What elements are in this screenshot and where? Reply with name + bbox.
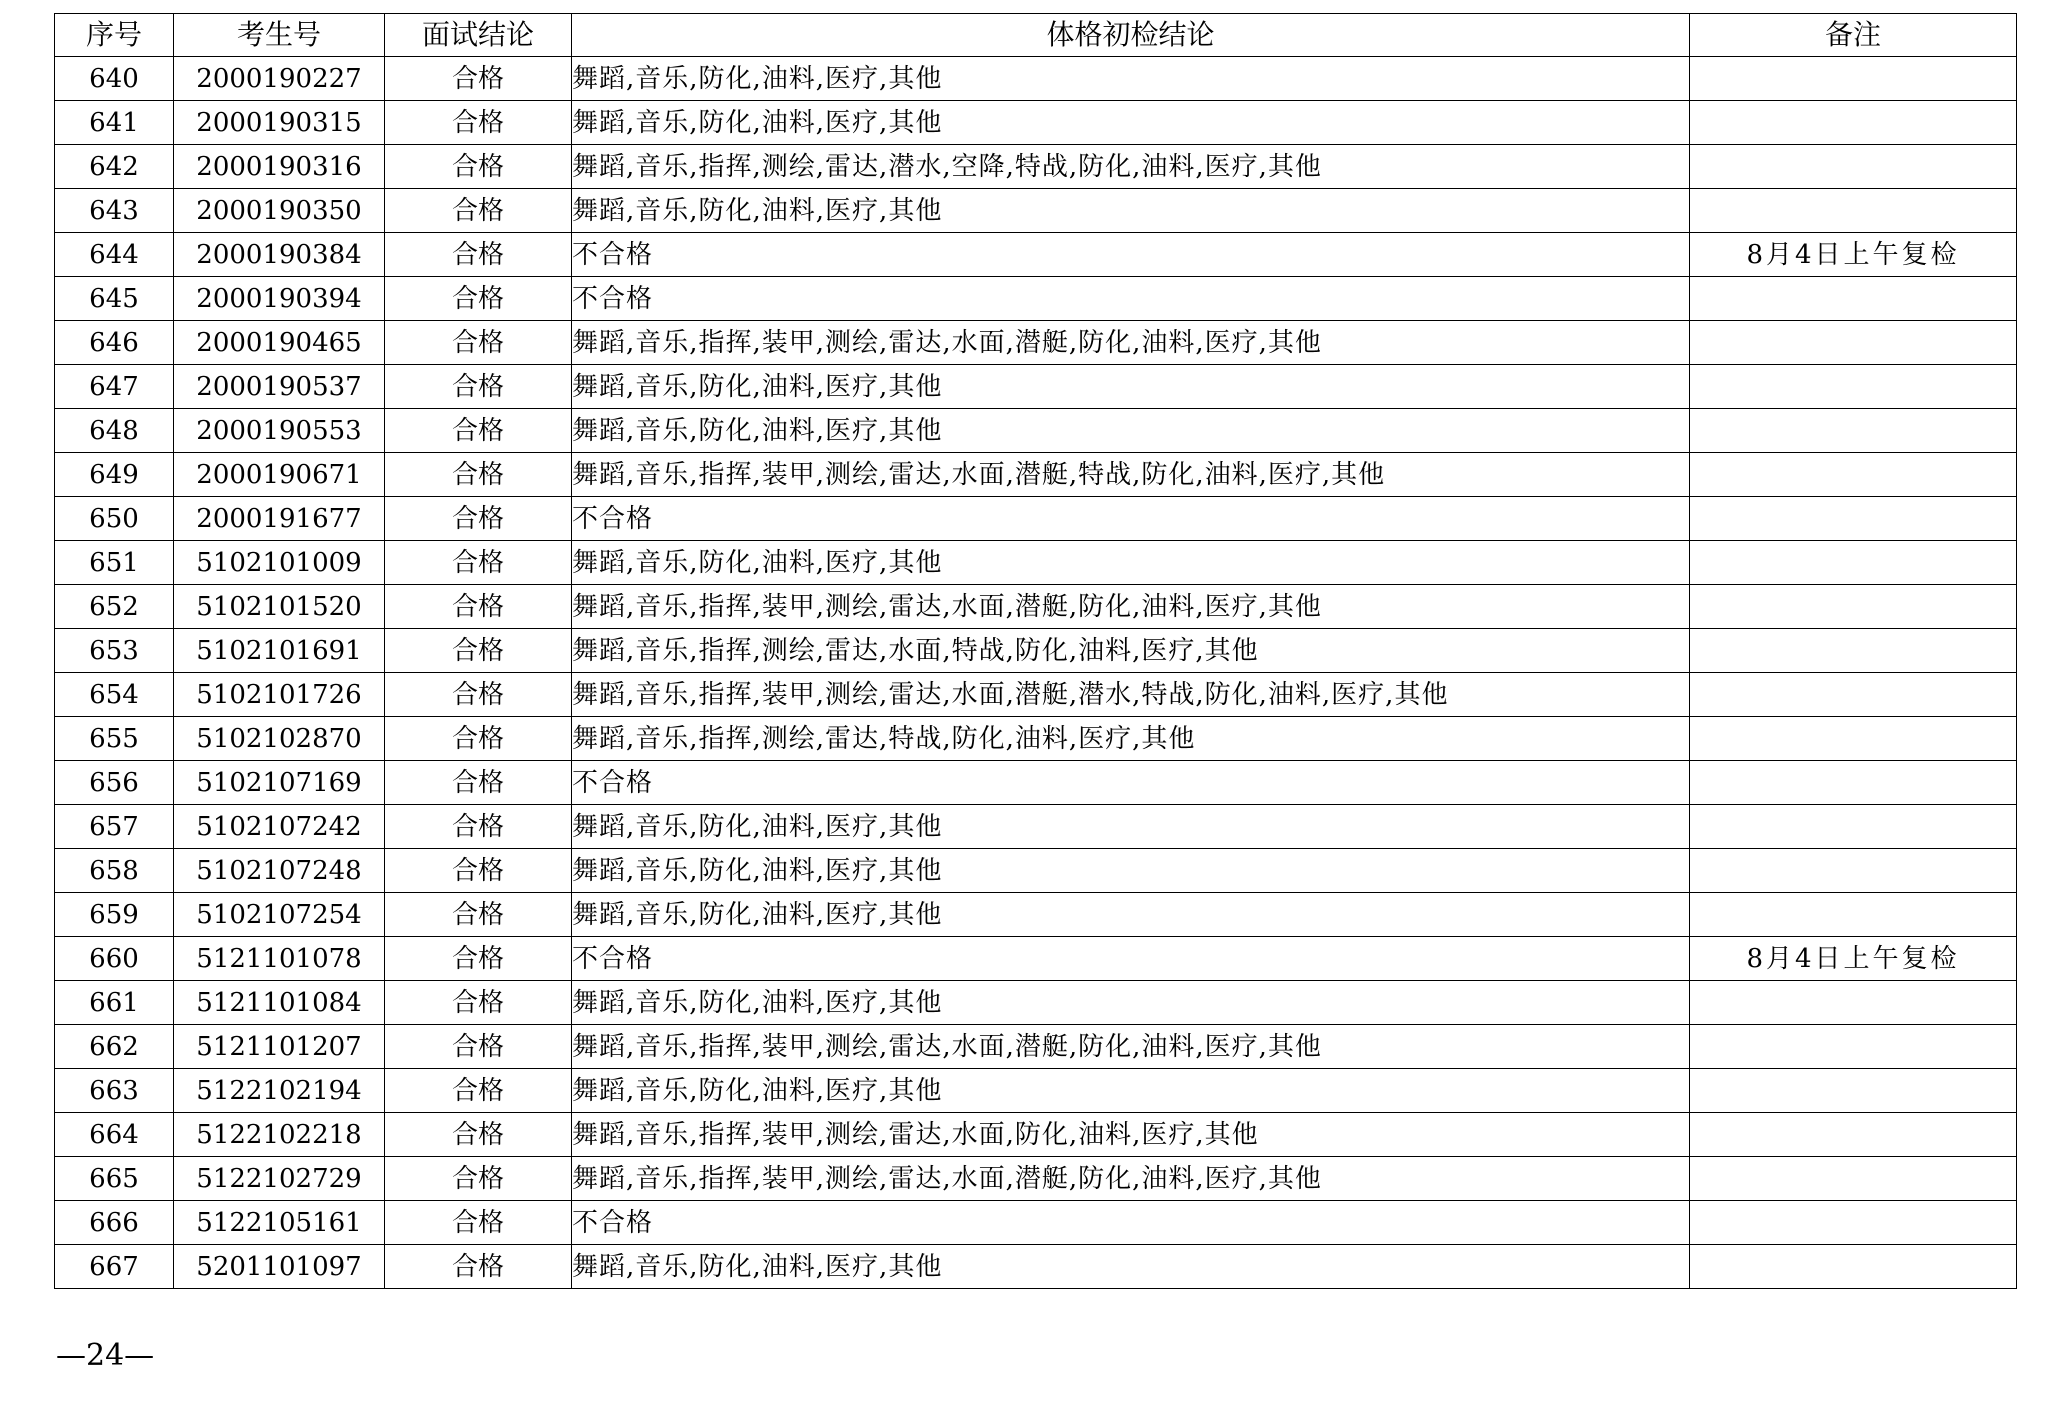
cell-interview-result: 合格 [385, 541, 572, 585]
cell-physical-check-result: 不合格 [572, 277, 1690, 321]
table-row [55, 233, 2017, 277]
cell-interview-result: 合格 [385, 629, 572, 673]
cell-remarks [1690, 849, 2017, 893]
cell-candidate-id: 2000190671 [174, 453, 385, 497]
cell-remarks [1690, 717, 2017, 761]
cell-physical-check-result: 舞蹈,音乐,防化,油料,医疗,其他 [572, 57, 1690, 101]
cell-remarks [1690, 585, 2017, 629]
cell-remarks [1690, 1157, 2017, 1201]
cell-remarks [1690, 541, 2017, 585]
cell-interview-result: 合格 [385, 761, 572, 805]
table-row [55, 453, 2017, 497]
cell-interview-result: 合格 [385, 1201, 572, 1245]
table-row [55, 1069, 2017, 1113]
cell-seq: 655 [55, 717, 174, 761]
cell-physical-check-result: 舞蹈,音乐,指挥,装甲,测绘,雷达,水面,潜艇,特战,防化,油料,医疗,其他 [572, 453, 1690, 497]
cell-physical-check-result: 不合格 [572, 497, 1690, 541]
header-candidate-id: 考生号 [174, 14, 385, 57]
cell-interview-result: 合格 [385, 365, 572, 409]
cell-seq: 651 [55, 541, 174, 585]
cell-interview-result: 合格 [385, 233, 572, 277]
cell-seq: 644 [55, 233, 174, 277]
cell-interview-result: 合格 [385, 497, 572, 541]
table-row [55, 585, 2017, 629]
table-row [55, 937, 2017, 981]
cell-remarks [1690, 1069, 2017, 1113]
cell-candidate-id: 5102107254 [174, 893, 385, 937]
cell-physical-check-result: 舞蹈,音乐,指挥,装甲,测绘,雷达,水面,防化,油料,医疗,其他 [572, 1113, 1690, 1157]
cell-remarks [1690, 497, 2017, 541]
cell-seq: 648 [55, 409, 174, 453]
cell-remarks [1690, 1201, 2017, 1245]
cell-remarks: 8月4日上午复检 [1690, 233, 2017, 277]
cell-candidate-id: 5121101084 [174, 981, 385, 1025]
cell-physical-check-result: 舞蹈,音乐,防化,油料,医疗,其他 [572, 101, 1690, 145]
cell-seq: 666 [55, 1201, 174, 1245]
table-row [55, 409, 2017, 453]
table-row [55, 365, 2017, 409]
table-row [55, 145, 2017, 189]
cell-physical-check-result: 舞蹈,音乐,指挥,装甲,测绘,雷达,水面,潜艇,潜水,特战,防化,油料,医疗,其他 [572, 673, 1690, 717]
cell-physical-check-result: 舞蹈,音乐,防化,油料,医疗,其他 [572, 849, 1690, 893]
cell-seq: 659 [55, 893, 174, 937]
table-row [55, 1113, 2017, 1157]
table-row [55, 101, 2017, 145]
cell-physical-check-result: 舞蹈,音乐,防化,油料,医疗,其他 [572, 1069, 1690, 1113]
header-interview-result: 面试结论 [385, 14, 572, 57]
cell-interview-result: 合格 [385, 805, 572, 849]
cell-seq: 667 [55, 1245, 174, 1289]
cell-interview-result: 合格 [385, 1113, 572, 1157]
cell-physical-check-result: 不合格 [572, 761, 1690, 805]
cell-physical-check-result: 舞蹈,音乐,指挥,装甲,测绘,雷达,水面,潜艇,防化,油料,医疗,其他 [572, 1025, 1690, 1069]
cell-physical-check-result: 舞蹈,音乐,防化,油料,医疗,其他 [572, 981, 1690, 1025]
cell-interview-result: 合格 [385, 453, 572, 497]
cell-interview-result: 合格 [385, 1025, 572, 1069]
cell-seq: 647 [55, 365, 174, 409]
cell-remarks [1690, 321, 2017, 365]
cell-remarks [1690, 409, 2017, 453]
cell-candidate-id: 5102101009 [174, 541, 385, 585]
cell-remarks [1690, 893, 2017, 937]
cell-candidate-id: 2000190553 [174, 409, 385, 453]
cell-interview-result: 合格 [385, 673, 572, 717]
cell-remarks [1690, 981, 2017, 1025]
table-row [55, 1245, 2017, 1289]
cell-remarks [1690, 805, 2017, 849]
cell-candidate-id: 2000190537 [174, 365, 385, 409]
cell-interview-result: 合格 [385, 277, 572, 321]
cell-physical-check-result: 不合格 [572, 1201, 1690, 1245]
cell-interview-result: 合格 [385, 893, 572, 937]
cell-seq: 643 [55, 189, 174, 233]
cell-interview-result: 合格 [385, 937, 572, 981]
table-row [55, 761, 2017, 805]
cell-candidate-id: 5122102729 [174, 1157, 385, 1201]
cell-candidate-id: 2000190316 [174, 145, 385, 189]
cell-remarks [1690, 57, 2017, 101]
cell-seq: 646 [55, 321, 174, 365]
cell-seq: 665 [55, 1157, 174, 1201]
cell-seq: 652 [55, 585, 174, 629]
cell-interview-result: 合格 [385, 145, 572, 189]
cell-candidate-id: 2000190394 [174, 277, 385, 321]
table-row [55, 629, 2017, 673]
cell-candidate-id: 5122102218 [174, 1113, 385, 1157]
cell-remarks [1690, 277, 2017, 321]
table-row [55, 1201, 2017, 1245]
cell-interview-result: 合格 [385, 101, 572, 145]
table-row [55, 1025, 2017, 1069]
table-row [55, 805, 2017, 849]
cell-candidate-id: 2000190315 [174, 101, 385, 145]
cell-interview-result: 合格 [385, 409, 572, 453]
table-row [55, 1157, 2017, 1201]
cell-seq: 656 [55, 761, 174, 805]
table-row [55, 321, 2017, 365]
cell-remarks [1690, 101, 2017, 145]
cell-physical-check-result: 不合格 [572, 937, 1690, 981]
cell-physical-check-result: 不合格 [572, 233, 1690, 277]
cell-physical-check-result: 舞蹈,音乐,防化,油料,医疗,其他 [572, 893, 1690, 937]
cell-remarks [1690, 453, 2017, 497]
cell-interview-result: 合格 [385, 981, 572, 1025]
cell-remarks [1690, 1025, 2017, 1069]
cell-interview-result: 合格 [385, 849, 572, 893]
cell-physical-check-result: 舞蹈,音乐,指挥,测绘,雷达,特战,防化,油料,医疗,其他 [572, 717, 1690, 761]
table-row [55, 57, 2017, 101]
cell-seq: 662 [55, 1025, 174, 1069]
cell-remarks [1690, 1245, 2017, 1289]
cell-physical-check-result: 舞蹈,音乐,指挥,测绘,雷达,水面,特战,防化,油料,医疗,其他 [572, 629, 1690, 673]
cell-candidate-id: 2000191677 [174, 497, 385, 541]
cell-physical-check-result: 舞蹈,音乐,防化,油料,医疗,其他 [572, 541, 1690, 585]
cell-physical-check-result: 舞蹈,音乐,指挥,装甲,测绘,雷达,水面,潜艇,防化,油料,医疗,其他 [572, 1157, 1690, 1201]
cell-remarks [1690, 365, 2017, 409]
table-row [55, 673, 2017, 717]
cell-seq: 657 [55, 805, 174, 849]
cell-candidate-id: 2000190465 [174, 321, 385, 365]
cell-remarks [1690, 673, 2017, 717]
cell-interview-result: 合格 [385, 717, 572, 761]
cell-seq: 660 [55, 937, 174, 981]
cell-interview-result: 合格 [385, 1069, 572, 1113]
cell-interview-result: 合格 [385, 321, 572, 365]
cell-remarks [1690, 1113, 2017, 1157]
cell-candidate-id: 5102107248 [174, 849, 385, 893]
cell-seq: 649 [55, 453, 174, 497]
cell-remarks: 8月4日上午复检 [1690, 937, 2017, 981]
cell-candidate-id: 5102102870 [174, 717, 385, 761]
cell-seq: 640 [55, 57, 174, 101]
cell-candidate-id: 2000190227 [174, 57, 385, 101]
cell-candidate-id: 5121101207 [174, 1025, 385, 1069]
cell-seq: 658 [55, 849, 174, 893]
header-row [55, 14, 2017, 57]
table-row [55, 717, 2017, 761]
cell-remarks [1690, 761, 2017, 805]
cell-remarks [1690, 145, 2017, 189]
cell-seq: 654 [55, 673, 174, 717]
cell-physical-check-result: 舞蹈,音乐,指挥,测绘,雷达,潜水,空降,特战,防化,油料,医疗,其他 [572, 145, 1690, 189]
cell-physical-check-result: 舞蹈,音乐,指挥,装甲,测绘,雷达,水面,潜艇,防化,油料,医疗,其他 [572, 585, 1690, 629]
cell-remarks [1690, 189, 2017, 233]
cell-remarks [1690, 629, 2017, 673]
cell-physical-check-result: 舞蹈,音乐,防化,油料,医疗,其他 [572, 1245, 1690, 1289]
table-row [55, 189, 2017, 233]
cell-seq: 663 [55, 1069, 174, 1113]
cell-candidate-id: 5121101078 [174, 937, 385, 981]
table-row [55, 981, 2017, 1025]
table-row [55, 277, 2017, 321]
cell-candidate-id: 5201101097 [174, 1245, 385, 1289]
cell-candidate-id: 5122102194 [174, 1069, 385, 1113]
results-table [54, 13, 2017, 1289]
cell-candidate-id: 5122105161 [174, 1201, 385, 1245]
cell-candidate-id: 5102101726 [174, 673, 385, 717]
cell-physical-check-result: 舞蹈,音乐,指挥,装甲,测绘,雷达,水面,潜艇,防化,油料,医疗,其他 [572, 321, 1690, 365]
table-row [55, 497, 2017, 541]
cell-candidate-id: 5102107169 [174, 761, 385, 805]
cell-seq: 645 [55, 277, 174, 321]
cell-physical-check-result: 舞蹈,音乐,防化,油料,医疗,其他 [572, 189, 1690, 233]
table-row [55, 849, 2017, 893]
header-seq: 序号 [55, 14, 174, 57]
cell-seq: 642 [55, 145, 174, 189]
header-physical-check-result: 体格初检结论 [572, 14, 1690, 57]
cell-interview-result: 合格 [385, 189, 572, 233]
table-row [55, 541, 2017, 585]
cell-candidate-id: 2000190384 [174, 233, 385, 277]
cell-candidate-id: 5102107242 [174, 805, 385, 849]
cell-interview-result: 合格 [385, 1245, 572, 1289]
table-body [55, 57, 2017, 1289]
cell-interview-result: 合格 [385, 57, 572, 101]
cell-interview-result: 合格 [385, 1157, 572, 1201]
cell-seq: 650 [55, 497, 174, 541]
cell-candidate-id: 5102101520 [174, 585, 385, 629]
cell-seq: 664 [55, 1113, 174, 1157]
cell-candidate-id: 5102101691 [174, 629, 385, 673]
cell-seq: 641 [55, 101, 174, 145]
page-number: —24— [56, 1338, 155, 1373]
cell-interview-result: 合格 [385, 585, 572, 629]
cell-seq: 653 [55, 629, 174, 673]
table-header [55, 14, 2017, 57]
header-remarks: 备注 [1690, 14, 2017, 57]
cell-physical-check-result: 舞蹈,音乐,防化,油料,医疗,其他 [572, 409, 1690, 453]
cell-physical-check-result: 舞蹈,音乐,防化,油料,医疗,其他 [572, 805, 1690, 849]
table-row [55, 893, 2017, 937]
cell-candidate-id: 2000190350 [174, 189, 385, 233]
cell-seq: 661 [55, 981, 174, 1025]
cell-physical-check-result: 舞蹈,音乐,防化,油料,医疗,其他 [572, 365, 1690, 409]
